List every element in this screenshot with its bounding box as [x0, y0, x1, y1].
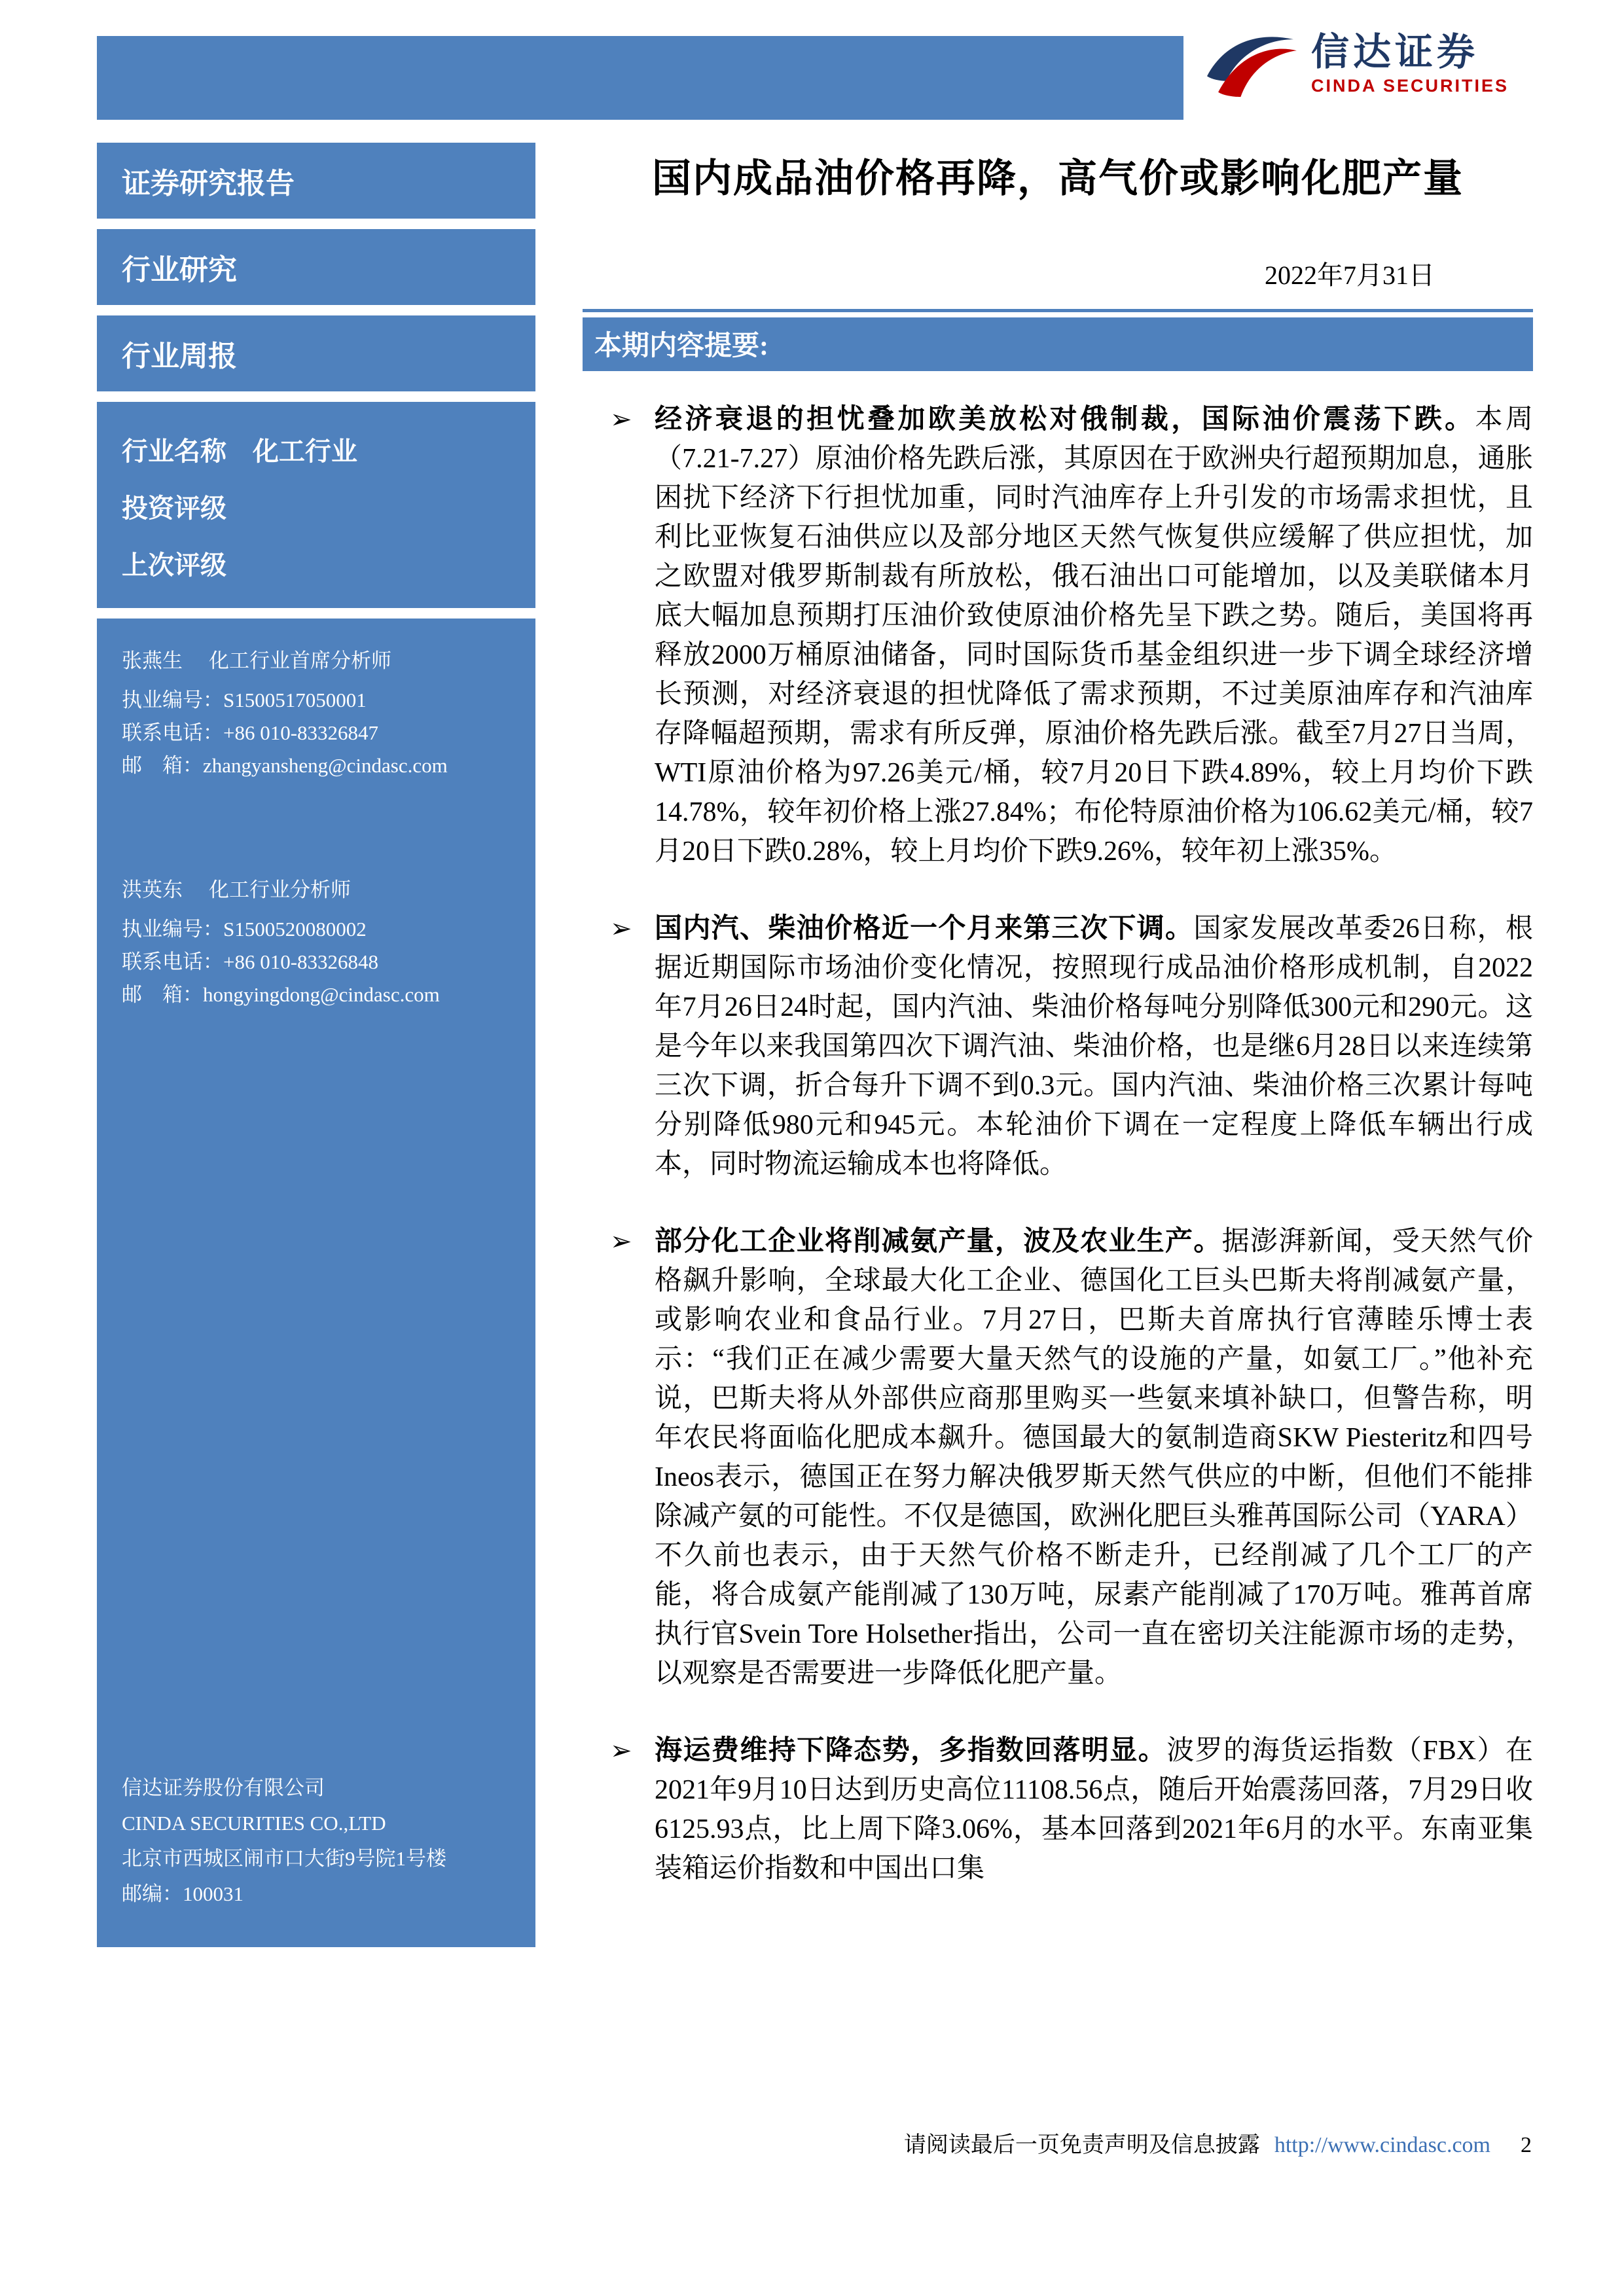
logo-name-cn: 信达证券 — [1311, 31, 1479, 74]
sidebar-item-research-type — [97, 229, 535, 305]
analyst-phone: 联系电话：+86 010-83326848 — [122, 950, 379, 973]
analyst-card — [122, 645, 516, 782]
investment-rating-label: 投资评级 — [122, 493, 226, 523]
analyst-email[interactable]: 邮 箱：zhangyansheng@cindasc.com — [122, 754, 448, 777]
analyst-phone: 联系电话：+86 010-83326847 — [122, 721, 379, 744]
analyst-name: 洪英东 — [122, 878, 183, 901]
logo-name-en: CINDA SECURITIES — [1311, 76, 1509, 96]
bullet-paragraph — [655, 1222, 1533, 1693]
company-postcode: 邮编：100031 — [122, 1882, 244, 1905]
page-number: 2 — [1521, 2133, 1532, 2157]
page-title: 国内成品油价格再降，高气价或影响化肥产量 — [652, 157, 1464, 200]
divider-rule — [583, 309, 1533, 312]
bullet-item — [583, 909, 1533, 1184]
analyst-license: 执业编号：S1500520080002 — [122, 918, 367, 941]
sidebar-item-report-type — [97, 143, 535, 219]
bullet-item — [583, 1222, 1533, 1693]
bullet-paragraph — [655, 1731, 1533, 1888]
report-type-label: 证券研究报告 — [122, 168, 295, 200]
industry-name-label: 行业名称 — [122, 437, 226, 466]
report-date: 2022年7月31日 — [1265, 260, 1435, 290]
bullet-paragraph — [655, 909, 1533, 1184]
industry-name-row — [122, 431, 535, 468]
page-footer — [904, 2126, 1532, 2159]
bullet-arrow-icon: ➢ — [610, 404, 632, 435]
bullet-lead: 国内汽、柴油价格近一个月来第三次下调。 — [655, 914, 1194, 944]
bullet-body: 国家发展改革委26日称，根据近期国际市场油价变化情况，按照现行成品油价格形成机制，自2022年7月26日24时起，国内汽油、柴油价格每吨分别降低300元和290元。这是今年以来我国第四次下调汽油、柴油价格，也是继6月28日以来连续第三次下调，折合每升下调不到0.3元。国内汽油、柴油价格三次累计每吨分别降低980元和945元。本轮油价下调在一定程度上降低车辆出行成本，同时物流运输成本也将降低。 — [655, 914, 1533, 1179]
sidebar-industry-box — [97, 402, 535, 608]
report-period-label: 行业周报 — [122, 340, 237, 372]
bullet-lead: 经济衰退的担忧叠加欧美放松对俄制裁，国际油价震荡下跌。 — [655, 404, 1475, 435]
footer-url-link[interactable]: http://www.cindasc.com — [1274, 2133, 1490, 2157]
summary-header-bar: 本期内容提要: — [583, 317, 1533, 371]
bullet-lead: 部分化工企业将削减氨产量，波及农业生产。 — [655, 1227, 1222, 1257]
bullet-lead: 海运费维持下降态势，多指数回落明显。 — [655, 1736, 1167, 1766]
bullet-body: 本周（7.21-7.27）原油价格先跌后涨，其原因在于欧洲央行超预期加息，通胀困扰下经济下行担忧加重，同时汽油库存上升引发的市场需求担忧，且利比亚恢复石油供应以及部分地区天然气恢复供应缓解了供应担忧，加之欧盟对俄罗斯制裁有所放松，俄石油出口可能增加，以及美联储本月底大幅加息预期打压油价致使原油价格先呈下跌之势。随后，美国将再释放2000万桶原油储备，同时国际货币基金组织进一步下调全球经济增长预测，对经济衰退的担忧降低了需求预期，不过美原油库存和汽油库存降幅超预期，需求有所反弹，原油价格先跌后涨。截至7月27日当周，WTI原油价格为97.26美元/桶，较7月20日下跌4.89%，较上月均价下跌14.78%，较年初价格上涨27.84%；布伦特原油价格为106.62美元/桶，较7月20日下跌0.28%，较上月均价下跌9.26%，较年初上涨35%。 — [655, 404, 1533, 867]
investment-rating-row — [122, 488, 535, 525]
company-logo — [1201, 18, 1535, 110]
industry-name-value: 化工行业 — [253, 437, 357, 466]
analyst-title: 化工行业分析师 — [209, 878, 351, 901]
bullet-arrow-icon: ➢ — [610, 1736, 632, 1766]
analyst-license: 执业编号：S1500517050001 — [122, 689, 367, 711]
sidebar-analyst-box — [97, 619, 535, 1947]
footer-disclaimer: 请阅读最后一页免责声明及信息披露 — [903, 2133, 1260, 2157]
main-content — [583, 147, 1533, 1926]
bullet-paragraph — [655, 400, 1533, 871]
summary-bullets — [583, 400, 1533, 1888]
company-info-block — [122, 1769, 516, 1910]
company-name-en: CINDA SECURITIES CO.,LTD — [122, 1812, 386, 1835]
analyst-card — [122, 874, 516, 1011]
bullet-arrow-icon: ➢ — [610, 914, 632, 944]
research-type-label: 行业研究 — [122, 254, 237, 286]
company-name-cn: 信达证券股份有限公司 — [122, 1776, 325, 1799]
previous-rating-row — [122, 545, 535, 582]
sidebar — [97, 143, 535, 1947]
header-bar — [97, 36, 1183, 120]
bullet-body: 波罗的海货运指数（FBX）在2021年9月10日达到历史高位11108.56点，随后开始震荡回落，7月29日收6125.93点，比上周下降3.06%，基本回落到2021年6月的水平。东南亚集装箱运价指数和中国出口集 — [655, 1736, 1533, 1884]
logo-swoosh-icon — [1201, 28, 1299, 100]
sidebar-item-report-period — [97, 315, 535, 391]
analyst-email[interactable]: 邮 箱：hongyingdong@cindasc.com — [122, 983, 440, 1006]
previous-rating-label: 上次评级 — [122, 550, 226, 580]
bullet-arrow-icon: ➢ — [610, 1227, 632, 1257]
analyst-name: 张燕生 — [122, 649, 183, 672]
bullet-item — [583, 1731, 1533, 1888]
bullet-item — [583, 400, 1533, 871]
bullet-body: 据澎湃新闻，受天然气价格飙升影响，全球最大化工企业、德国化工巨头巴斯夫将削减氨产量，或影响农业和食品行业。7月27日，巴斯夫首席执行官薄睦乐博士表示：“我们正在减少需要大量天然气的设施的产量，如氨工厂。”他补充说，巴斯夫将从外部供应商那里购买一些氨来填补缺口，但警告称，明年农民将面临化肥成本飙升。德国最大的氨制造商SKW Piesteritz和四号Ineos表示，德国正在努力解决俄罗斯天然气供应的中断，但他们不能排除减产氨的可能性。不仅是德国，欧洲化肥巨头雅苒国际公司（YARA）不久前也表示，由于天然气价格不断走升，已经削减了几个工厂的产能，将合成氨产能削减了130万吨，尿素产能削减了170万吨。雅苒首席执行官Svein Tore Holsether指出，公司一直在密切关注能源市场的走势，以观察是否需要进一步降低化肥产量。 — [655, 1227, 1533, 1689]
analyst-title: 化工行业首席分析师 — [209, 649, 391, 672]
company-address: 北京市西城区闹市口大街9号院1号楼 — [122, 1847, 446, 1870]
